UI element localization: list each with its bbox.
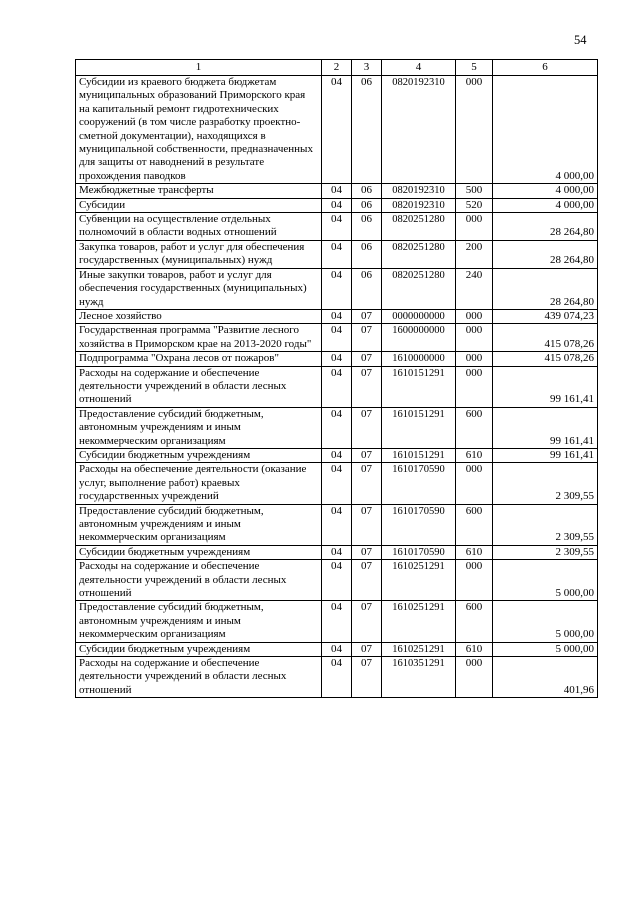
table-row xyxy=(76,324,598,352)
cell-expense-type: 000 xyxy=(456,213,493,241)
cell-section: 04 xyxy=(322,504,352,545)
cell-amount: 415 078,26 xyxy=(493,324,598,352)
cell-target-article: 1610151291 xyxy=(382,366,456,407)
cell-name: Расходы на содержание и обеспечение деятельности учреждений в области лесных отношений xyxy=(76,657,322,698)
cell-target-article: 0820251280 xyxy=(382,268,456,309)
cell-expense-type: 000 xyxy=(456,366,493,407)
cell-amount: 415 078,26 xyxy=(493,352,598,366)
cell-section: 04 xyxy=(322,407,352,448)
cell-section: 04 xyxy=(322,184,352,198)
header-cell-subsection: 3 xyxy=(352,60,382,76)
table-row xyxy=(76,76,598,184)
cell-name: Предоставление субсидий бюджетным, автономным учреждениям и иным некоммерческим организациям xyxy=(76,601,322,642)
cell-subsection: 07 xyxy=(352,324,382,352)
cell-section: 04 xyxy=(322,601,352,642)
table-row xyxy=(76,504,598,545)
cell-section: 04 xyxy=(322,560,352,601)
cell-target-article: 0820251280 xyxy=(382,213,456,241)
cell-name: Межбюджетные трансферты xyxy=(76,184,322,198)
cell-target-article: 0820192310 xyxy=(382,198,456,212)
cell-expense-type: 000 xyxy=(456,76,493,184)
cell-name: Предоставление субсидий бюджетным, автономным учреждениям и иным некоммерческим организациям xyxy=(76,407,322,448)
cell-amount: 5 000,00 xyxy=(493,560,598,601)
table-row xyxy=(76,240,598,268)
cell-subsection: 07 xyxy=(352,504,382,545)
cell-amount: 5 000,00 xyxy=(493,642,598,656)
table-row xyxy=(76,657,598,698)
cell-amount: 99 161,41 xyxy=(493,448,598,462)
cell-expense-type: 200 xyxy=(456,240,493,268)
cell-expense-type: 500 xyxy=(456,184,493,198)
cell-expense-type: 600 xyxy=(456,504,493,545)
cell-expense-type: 610 xyxy=(456,545,493,559)
table-header-row xyxy=(76,60,598,76)
cell-target-article: 1610151291 xyxy=(382,407,456,448)
cell-target-article: 0820192310 xyxy=(382,184,456,198)
cell-name: Государственная программа "Развитие лесного хозяйства в Приморском крае на 2013-2020 годы" xyxy=(76,324,322,352)
cell-section: 04 xyxy=(322,463,352,504)
table-row xyxy=(76,366,598,407)
cell-target-article: 1610000000 xyxy=(382,352,456,366)
cell-amount: 28 264,80 xyxy=(493,213,598,241)
table-row xyxy=(76,198,598,212)
cell-subsection: 07 xyxy=(352,366,382,407)
cell-target-article: 0820192310 xyxy=(382,76,456,184)
table-row xyxy=(76,560,598,601)
cell-subsection: 06 xyxy=(352,268,382,309)
cell-amount: 439 074,23 xyxy=(493,309,598,323)
cell-name: Субсидии из краевого бюджета бюджетам муниципальных образований Приморского края на капитальный ремонт гидротехнических сооружений (в том числе разработку проектно-сметной документации), находящихся в муниципальной собственности, предназначенных для защиты от наводнений в результате прохождения паводков xyxy=(76,76,322,184)
cell-section: 04 xyxy=(322,352,352,366)
cell-subsection: 06 xyxy=(352,184,382,198)
cell-subsection: 07 xyxy=(352,545,382,559)
cell-target-article: 1610251291 xyxy=(382,601,456,642)
cell-target-article: 1610151291 xyxy=(382,448,456,462)
cell-subsection: 06 xyxy=(352,76,382,184)
table-row xyxy=(76,309,598,323)
cell-section: 04 xyxy=(322,240,352,268)
table-row xyxy=(76,601,598,642)
cell-name: Закупка товаров, работ и услуг для обеспечения государственных (муниципальных) нужд xyxy=(76,240,322,268)
cell-target-article: 1610170590 xyxy=(382,504,456,545)
cell-name: Предоставление субсидий бюджетным, автономным учреждениям и иным некоммерческим организациям xyxy=(76,504,322,545)
cell-expense-type: 000 xyxy=(456,560,493,601)
cell-name: Лесное хозяйство xyxy=(76,309,322,323)
cell-target-article: 1610170590 xyxy=(382,545,456,559)
cell-amount: 99 161,41 xyxy=(493,366,598,407)
table-row xyxy=(76,184,598,198)
cell-amount: 99 161,41 xyxy=(493,407,598,448)
cell-name: Расходы на содержание и обеспечение деятельности учреждений в области лесных отношений xyxy=(76,560,322,601)
header-cell-expense-type: 5 xyxy=(456,60,493,76)
cell-name: Расходы на содержание и обеспечение деятельности учреждений в области лесных отношений xyxy=(76,366,322,407)
cell-target-article: 1610170590 xyxy=(382,463,456,504)
cell-amount: 5 000,00 xyxy=(493,601,598,642)
table-row xyxy=(76,352,598,366)
budget-table xyxy=(75,59,598,698)
cell-target-article: 0000000000 xyxy=(382,309,456,323)
cell-name: Иные закупки товаров, работ и услуг для обеспечения государственных (муниципальных) нужд xyxy=(76,268,322,309)
cell-section: 04 xyxy=(322,324,352,352)
cell-subsection: 06 xyxy=(352,213,382,241)
cell-expense-type: 240 xyxy=(456,268,493,309)
cell-amount: 401,96 xyxy=(493,657,598,698)
cell-name: Субсидии бюджетным учреждениям xyxy=(76,448,322,462)
header-cell-amount: 6 xyxy=(493,60,598,76)
table-row xyxy=(76,545,598,559)
header-cell-name: 1 xyxy=(76,60,322,76)
cell-expense-type: 000 xyxy=(456,324,493,352)
cell-amount: 28 264,80 xyxy=(493,240,598,268)
cell-section: 04 xyxy=(322,309,352,323)
cell-section: 04 xyxy=(322,545,352,559)
page-number: 54 xyxy=(574,33,587,47)
budget-table-body xyxy=(76,60,598,698)
cell-subsection: 07 xyxy=(352,463,382,504)
cell-subsection: 07 xyxy=(352,309,382,323)
cell-name: Субсидии xyxy=(76,198,322,212)
cell-expense-type: 000 xyxy=(456,657,493,698)
cell-section: 04 xyxy=(322,198,352,212)
cell-expense-type: 000 xyxy=(456,309,493,323)
cell-target-article: 1610251291 xyxy=(382,642,456,656)
cell-section: 04 xyxy=(322,642,352,656)
cell-section: 04 xyxy=(322,366,352,407)
cell-section: 04 xyxy=(322,213,352,241)
cell-amount: 2 309,55 xyxy=(493,504,598,545)
cell-subsection: 06 xyxy=(352,198,382,212)
table-row xyxy=(76,448,598,462)
cell-target-article: 1610251291 xyxy=(382,560,456,601)
cell-amount: 28 264,80 xyxy=(493,268,598,309)
cell-expense-type: 610 xyxy=(456,448,493,462)
table-row xyxy=(76,213,598,241)
cell-name: Расходы на обеспечение деятельности (оказание услуг, выполнение работ) краевых государственных учреждений xyxy=(76,463,322,504)
cell-subsection: 07 xyxy=(352,642,382,656)
cell-expense-type: 000 xyxy=(456,352,493,366)
cell-expense-type: 000 xyxy=(456,463,493,504)
cell-subsection: 07 xyxy=(352,560,382,601)
cell-amount: 4 000,00 xyxy=(493,198,598,212)
cell-expense-type: 600 xyxy=(456,407,493,448)
cell-expense-type: 600 xyxy=(456,601,493,642)
table-row xyxy=(76,268,598,309)
cell-subsection: 06 xyxy=(352,240,382,268)
cell-target-article: 1610351291 xyxy=(382,657,456,698)
cell-expense-type: 520 xyxy=(456,198,493,212)
cell-amount: 2 309,55 xyxy=(493,463,598,504)
cell-amount: 2 309,55 xyxy=(493,545,598,559)
cell-expense-type: 610 xyxy=(456,642,493,656)
cell-amount: 4 000,00 xyxy=(493,184,598,198)
cell-subsection: 07 xyxy=(352,448,382,462)
table-row xyxy=(76,463,598,504)
table-row xyxy=(76,407,598,448)
cell-section: 04 xyxy=(322,268,352,309)
cell-subsection: 07 xyxy=(352,601,382,642)
cell-name: Субвенции на осуществление отдельных полномочий в области водных отношений xyxy=(76,213,322,241)
cell-section: 04 xyxy=(322,448,352,462)
cell-name: Подпрограмма "Охрана лесов от пожаров" xyxy=(76,352,322,366)
header-cell-target-article: 4 xyxy=(382,60,456,76)
cell-subsection: 07 xyxy=(352,352,382,366)
cell-subsection: 07 xyxy=(352,407,382,448)
cell-section: 04 xyxy=(322,76,352,184)
cell-subsection: 07 xyxy=(352,657,382,698)
cell-name: Субсидии бюджетным учреждениям xyxy=(76,642,322,656)
cell-target-article: 1600000000 xyxy=(382,324,456,352)
table-row xyxy=(76,642,598,656)
cell-target-article: 0820251280 xyxy=(382,240,456,268)
cell-section: 04 xyxy=(322,657,352,698)
cell-amount: 4 000,00 xyxy=(493,76,598,184)
header-cell-section: 2 xyxy=(322,60,352,76)
cell-name: Субсидии бюджетным учреждениям xyxy=(76,545,322,559)
